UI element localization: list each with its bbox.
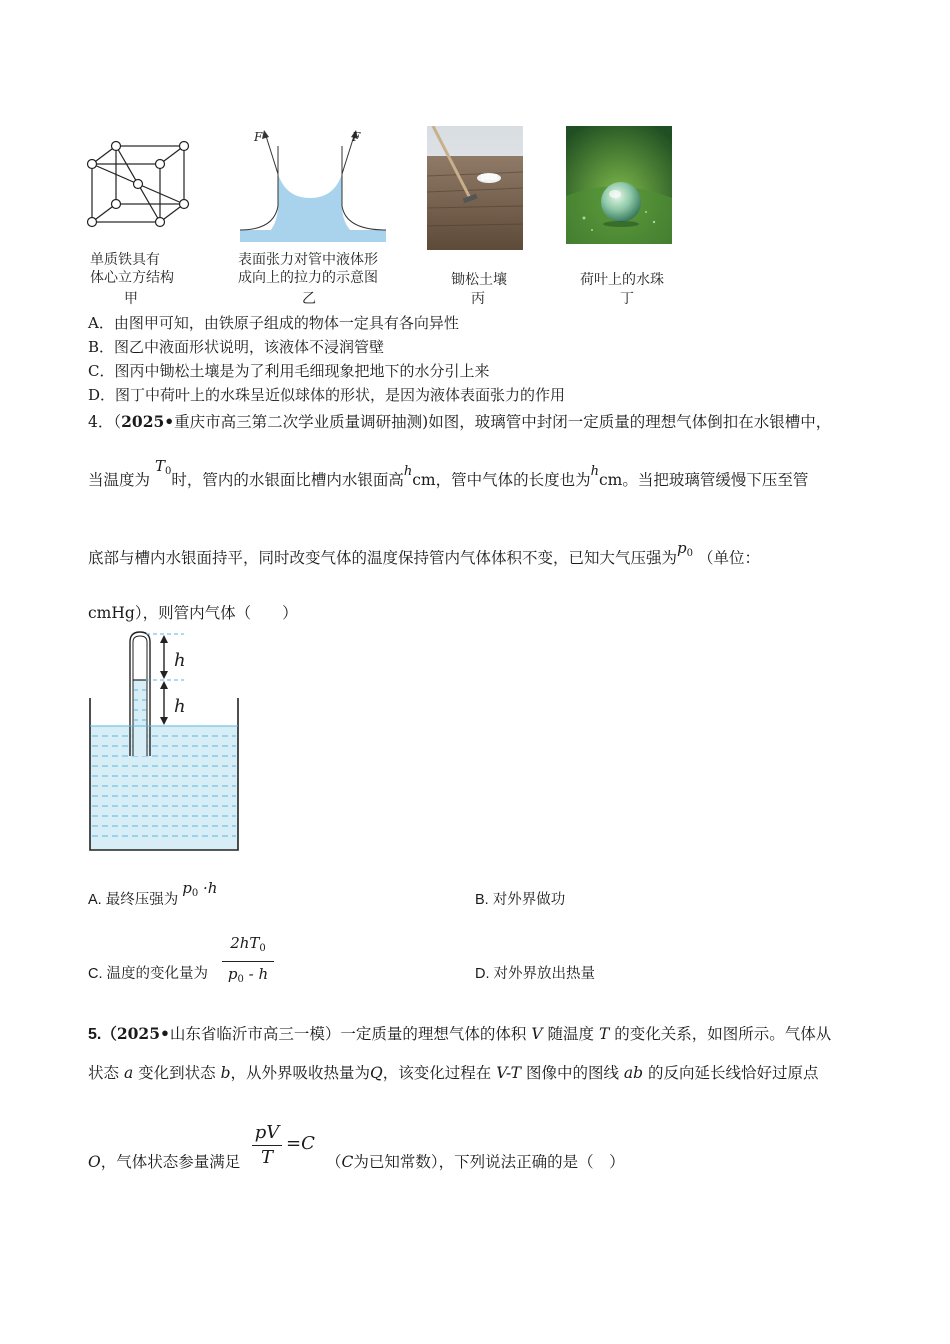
- q4-option-d: D. 对外界放出热量: [475, 966, 596, 982]
- q4-line-2: [88, 457, 809, 491]
- num: 2hT: [230, 934, 260, 952]
- q4-symbol-T0: [155, 457, 171, 475]
- q4-source: 重庆市高三第二次学业质量调研抽测)如图，玻璃管中封闭一定质量的理想气体倒扣在水银槽中，: [174, 413, 832, 431]
- q5-symbol-a: a: [123, 1064, 134, 1082]
- q4-symbol-p0: [677, 539, 693, 557]
- q5-equals-C: =C: [286, 1133, 315, 1154]
- sym-T: T: [154, 457, 165, 475]
- q4-option-c-fraction: [222, 933, 274, 990]
- q5-source: 山东省临沂市高三一模）一定质量的理想气体的体积: [169, 1025, 527, 1043]
- fig-bing-caption: 锄松土壤: [451, 272, 507, 288]
- fraction-bar: [222, 961, 274, 962]
- q5-line-2: [88, 1061, 819, 1083]
- lotus-droplet-photo: [566, 126, 672, 244]
- force-label-right: F: [352, 130, 361, 144]
- q5-text: 图像中的图线: [525, 1064, 619, 1082]
- q3-option-b: B．图乙中液面形状说明，该液体不浸润管壁: [88, 338, 385, 356]
- q4-text: （单位：: [697, 549, 760, 567]
- q5-text: ，该变化过程在: [382, 1064, 492, 1082]
- fig-jia-caption-2: 体心立方结构: [90, 270, 174, 286]
- q4-option-a-expr: [182, 879, 217, 897]
- q4-text: cm。当把玻璃管缓慢下压至管: [599, 471, 809, 489]
- den-b: - h: [243, 965, 269, 983]
- q5-text: ，气体状态参量满足: [100, 1153, 241, 1171]
- q4-line-4: cmHg），则管内气体（ ）: [88, 604, 298, 622]
- den-sub: 0: [237, 974, 244, 985]
- q5-text: 变化到状态: [138, 1064, 216, 1082]
- q4-number: 4．（: [88, 413, 122, 431]
- fig-jia-label: 甲: [124, 291, 138, 307]
- fig-yi-caption-2: 成向上的拉力的示意图: [238, 270, 378, 286]
- q3-option-d: D．图丁中荷叶上的水珠呈近似球体的形状，是因为液体表面张力的作用: [88, 386, 566, 404]
- expr-h: ·h: [203, 879, 218, 897]
- q4-option-b: B. 对外界做功: [475, 892, 566, 908]
- q5-symbol-b: b: [220, 1064, 231, 1082]
- q3-option-a: A．由图甲可知，由铁原子组成的物体一定具有各向异性: [88, 314, 459, 332]
- fig-ding-caption: 荷叶上的水珠: [580, 272, 664, 288]
- q5-line-3: [88, 1150, 240, 1172]
- q4-text: 时，管内的水银面比槽内水银面高: [171, 471, 404, 489]
- q4-option-a-text: A. 最终压强为: [88, 892, 179, 908]
- q5-text: ，从外界吸收热量为: [230, 1064, 371, 1082]
- den-a: p: [227, 965, 238, 983]
- sym-p-sub: 0: [686, 548, 693, 559]
- q4-source-year: 2025•: [121, 412, 175, 431]
- force-label-left: F: [254, 130, 263, 144]
- q5-line-3-tail: [326, 1150, 625, 1172]
- height-label-upper: h: [174, 650, 186, 671]
- q4-option-a: [88, 879, 218, 910]
- fraction-numerator: pV: [254, 1122, 280, 1143]
- q5-symbol-Q: Q: [370, 1064, 383, 1082]
- q5-symbol-V: V: [531, 1025, 543, 1043]
- q5-text: 状态: [88, 1064, 120, 1082]
- q5-text: 随温度: [547, 1025, 594, 1043]
- q5-symbol-C: C: [341, 1153, 354, 1171]
- q4-text: 当温度为: [88, 471, 151, 489]
- q5-text: 为已知常数），下列说法正确的是（ ）: [353, 1153, 625, 1171]
- fraction-bar: [252, 1145, 282, 1146]
- q5-source-year: （2025•: [101, 1024, 170, 1043]
- fig-jia-caption-1: 单质铁具有: [90, 252, 160, 268]
- q4-text: 底部与槽内水银面持平，同时改变气体的温度保持管内气体体积不变，已知大气压强为: [88, 549, 678, 567]
- q5-symbol-ab: ab: [623, 1064, 644, 1082]
- bcc-lattice-figure: [84, 140, 194, 230]
- q5-symbol-T: T: [598, 1025, 610, 1043]
- sym-p: p: [677, 539, 687, 557]
- fig-bing-label: 丙: [471, 291, 485, 307]
- fraction-denominator: [222, 964, 274, 990]
- q4-text: cm，管中气体的长度也为: [412, 471, 591, 489]
- q4-symbol-h: h: [590, 464, 599, 479]
- surface-tension-figure: [238, 126, 388, 246]
- fraction-denominator: T: [260, 1147, 273, 1168]
- q4-option-c-text: C. 温度的变化量为: [88, 966, 209, 982]
- sym-p: p: [182, 879, 192, 897]
- sym-T-sub: 0: [164, 466, 172, 477]
- q5-line-1: [88, 1022, 831, 1044]
- q5-text: （: [326, 1153, 342, 1171]
- q5-symbol-VT: V-T: [496, 1064, 522, 1082]
- hoeing-soil-photo: [427, 126, 523, 250]
- height-label-lower: h: [174, 696, 186, 717]
- q5-number: 5.: [88, 1026, 102, 1043]
- fig-yi-caption-1: 表面张力对管中液体形: [238, 252, 378, 268]
- mercury-tube-figure: [84, 628, 244, 856]
- num-sub: 0: [259, 943, 266, 954]
- q5-symbol-O: O: [88, 1153, 101, 1171]
- q5-text: 的反向延长线恰好过原点: [648, 1064, 819, 1082]
- q4-line-3: [88, 539, 760, 569]
- q4-symbol-h: h: [403, 464, 413, 479]
- fraction-numerator: [222, 933, 274, 959]
- q3-option-c: C．图丙中锄松土壤是为了利用毛细现象把地下的水分引上来: [88, 362, 490, 380]
- fig-ding-label: 丁: [620, 291, 634, 307]
- fig-yi-label: 乙: [302, 291, 316, 307]
- q5-state-fraction: [252, 1122, 282, 1169]
- q5-text: 的变化关系，如图所示。气体从: [614, 1025, 832, 1043]
- sym-p-sub: 0: [191, 888, 199, 899]
- q4-line-1: [88, 410, 831, 432]
